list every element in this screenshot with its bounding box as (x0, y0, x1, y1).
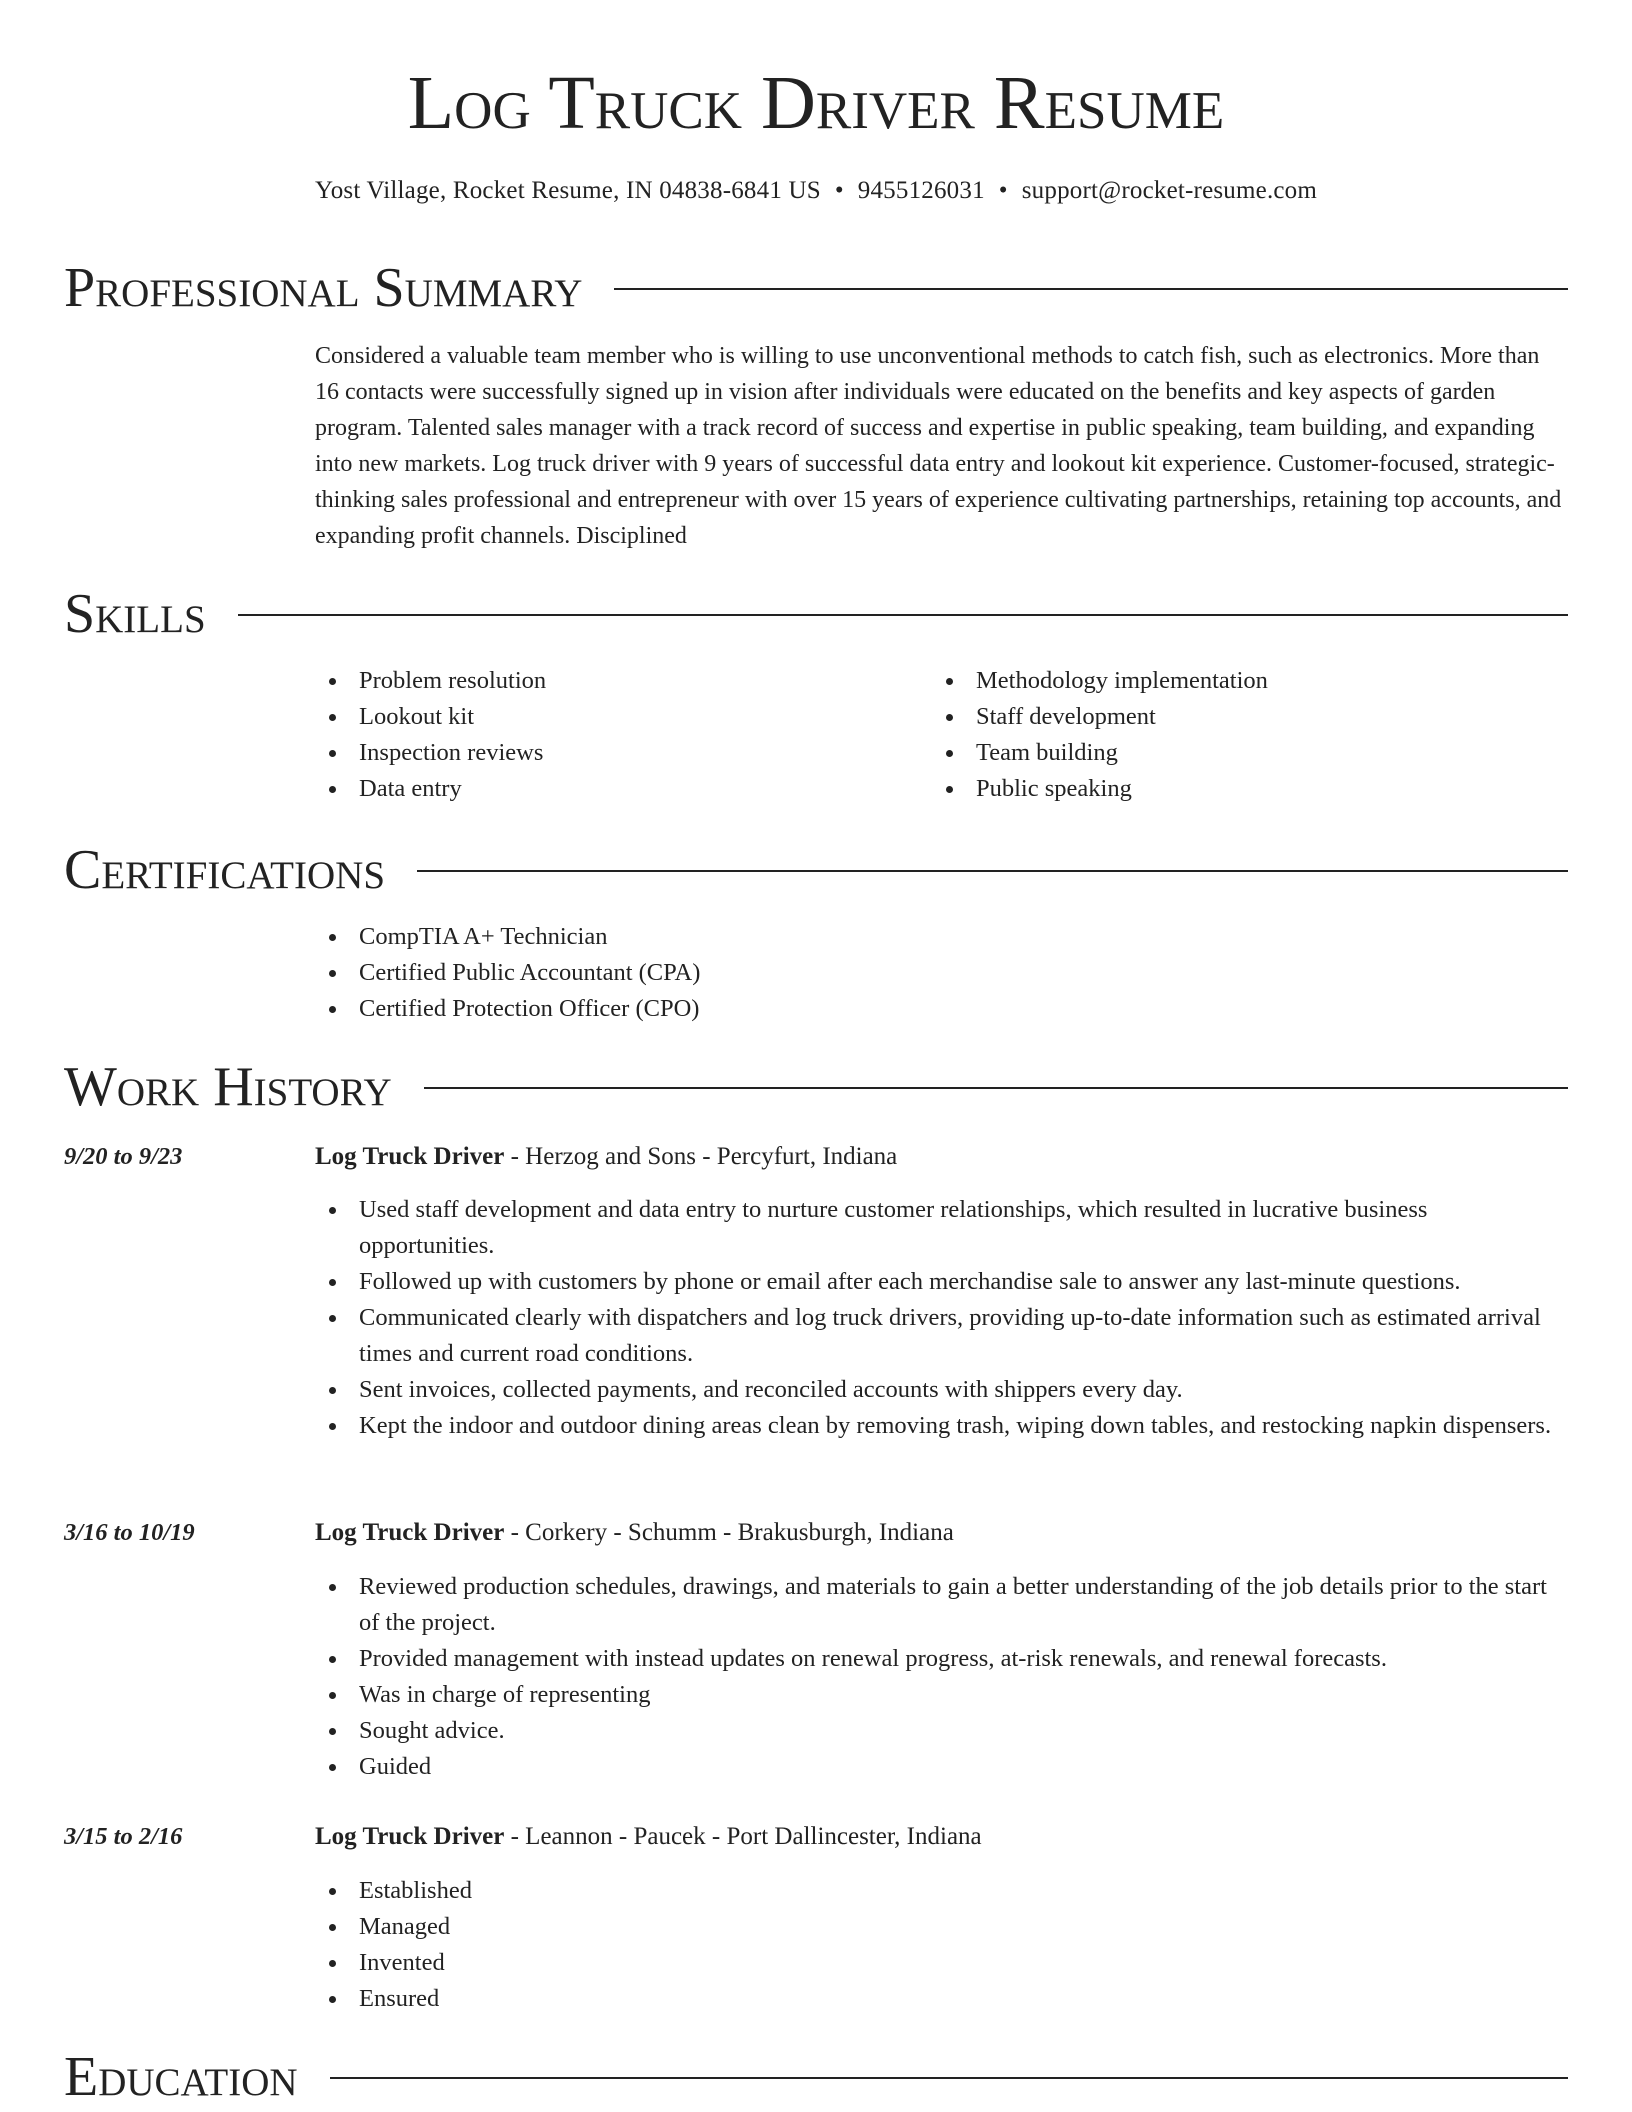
section-title-skills: Skills (64, 583, 206, 645)
job-dates: 3/15 to 2/16 (64, 1823, 183, 1850)
job-title: Log Truck Driver (315, 1143, 505, 1170)
skill-item: Team building (932, 735, 1532, 771)
section-title-certifications: Certifications (64, 839, 386, 901)
job-bullets (315, 1192, 1568, 1444)
job-bullet: Sent invoices, collected payments, and reconciled accounts with shippers every day. (315, 1372, 1568, 1408)
section-divider (238, 614, 1568, 616)
job-bullet: Used staff development and data entry to nurture customer relationships, which resulted in lucrative business opportunities. (315, 1192, 1568, 1264)
job-bullet: Followed up with customers by phone or email after each merchandise sale to answer any last-minute questions. (315, 1264, 1568, 1300)
job-bullet: Provided management with instead updates on renewal progress, at-risk renewals, and renewal forecasts. (315, 1641, 1568, 1677)
job-bullet: Guided (315, 1749, 1568, 1785)
job-bullet: Communicated clearly with dispatchers and log truck drivers, providing up-to-date information such as estimated arrival times and current road conditions. (315, 1300, 1568, 1372)
job-dates: 3/16 to 10/19 (64, 1519, 195, 1546)
job-bullet: Established (315, 1873, 1568, 1909)
section-header-work-history (64, 1056, 1568, 1118)
skill-item: Inspection reviews (315, 735, 915, 771)
job-heading (315, 1515, 954, 1551)
job-bullet: Reviewed production schedules, drawings, and materials to gain a better understanding of the job details prior to the start of the project. (315, 1569, 1568, 1641)
job-bullet: Ensured (315, 1981, 1568, 2017)
skills-list-left (315, 663, 915, 807)
section-header-certifications (64, 839, 1568, 901)
section-title-education: Education (64, 2046, 298, 2108)
skill-item: Problem resolution (315, 663, 915, 699)
job-bullet: Managed (315, 1909, 1568, 1945)
job-bullet: Kept the indoor and outdoor dining areas clean by removing trash, wiping down tables, and restocking napkin dispensers. (315, 1408, 1568, 1444)
contact-separator: • (834, 177, 844, 204)
resume-title: Log Truck Driver Resume (407, 61, 1225, 145)
section-divider (417, 870, 1568, 872)
job-bullet: Was in charge of representing (315, 1677, 1568, 1713)
skill-item: Public speaking (932, 771, 1532, 807)
job-bullet: Sought advice. (315, 1713, 1568, 1749)
section-header-education (64, 2046, 1568, 2108)
contact-address: Yost Village, Rocket Resume, IN 04838-6841 US (314, 177, 821, 204)
job-bullet: Invented (315, 1945, 1568, 1981)
job-title: Log Truck Driver (315, 1823, 505, 1850)
section-header-skills (64, 583, 1568, 645)
contact-line (0, 175, 1632, 207)
skill-item: Lookout kit (315, 699, 915, 735)
job-employer: - Herzog and Sons - Percyfurt, Indiana (504, 1143, 898, 1170)
job-employer: - Leannon - Paucek - Port Dallincester, Indiana (504, 1823, 982, 1850)
job-title: Log Truck Driver (315, 1519, 505, 1546)
certification-item: Certified Public Accountant (CPA) (315, 955, 1415, 991)
certifications-list (315, 919, 1415, 1027)
skills-list-right (932, 663, 1532, 807)
section-divider (330, 2077, 1568, 2079)
certification-item: Certified Protection Officer (CPO) (315, 991, 1415, 1027)
contact-separator: • (998, 177, 1008, 204)
job-heading (315, 1139, 897, 1175)
job-employer: - Corkery - Schumm - Brakusburgh, Indiana (504, 1519, 954, 1546)
section-divider (614, 288, 1568, 290)
contact-phone: 9455126031 (857, 177, 985, 204)
job-dates: 9/20 to 9/23 (64, 1143, 183, 1170)
contact-email[interactable]: support@rocket-resume.com (1021, 177, 1318, 204)
section-title-summary: Professional Summary (64, 257, 583, 319)
section-title-work-history: Work History (64, 1056, 392, 1118)
job-bullets (315, 1873, 1568, 2017)
skill-item: Methodology implementation (932, 663, 1532, 699)
section-header-summary (64, 257, 1568, 319)
skill-item: Staff development (932, 699, 1532, 735)
skill-item: Data entry (315, 771, 915, 807)
certification-item: CompTIA A+ Technician (315, 919, 1415, 955)
section-divider (424, 1087, 1568, 1089)
job-bullets (315, 1569, 1568, 1785)
summary-paragraph: Considered a valuable team member who is willing to use unconventional methods to catch fish, such as electronics. More than 16 contacts were successfully signed up in vision after individuals were educated on the benefits and key aspects of garden program. Talented sales manager with a track record of success and expertise in public speaking, team building, and expanding into new markets. Log truck driver with 9 years of successful data entry and lookout kit experience. Customer-focused, strategic-thinking sales professional and entrepreneur with over 15 years of experience cultivating partnerships, retaining top accounts, and expanding profit channels. Disciplined (315, 343, 1562, 549)
job-heading (315, 1819, 982, 1855)
